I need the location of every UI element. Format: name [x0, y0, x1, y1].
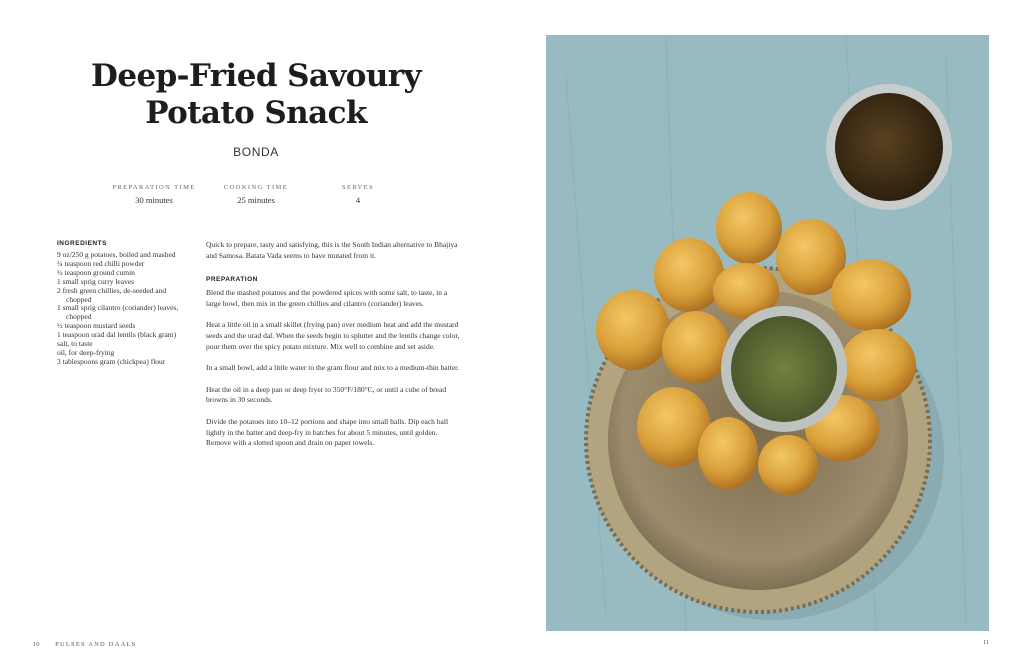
green-chutney — [731, 316, 837, 422]
ingredient-item: ½ teaspoon mustard seeds — [57, 321, 136, 331]
ingredient-item: 2 fresh green chillies, de-seeded and chopped — [57, 285, 167, 304]
ingredients-list — [57, 251, 185, 367]
section-name: PULSES AND DAALS — [55, 641, 137, 648]
method-step: Heat a little oil in a small skillet (frying pan) over medium heat and add the mustard seeds and the urad dal. When the seeds begin to splutter and the lentils change color, pour them over the spicy potato mixture. Mix well to combine and set aside. — [206, 320, 460, 351]
footer-left — [33, 641, 136, 648]
meta-prep-time — [104, 184, 204, 205]
title-line-2: Potato Snack — [145, 95, 367, 131]
fritter — [831, 259, 911, 331]
meta-label: COOKING TIME — [223, 184, 289, 191]
recipe-photo — [546, 35, 989, 631]
ingredient-item: 9 oz/250 g potatoes, boiled and mashed — [57, 250, 176, 259]
bonda-plate-image — [546, 35, 989, 631]
ingredient-item: 3 tablespoons gram (chickpea) flour — [57, 356, 166, 366]
ingredient-item: salt, to taste — [57, 339, 93, 349]
recipe-intro: Quick to prepare, tasty and satisfying, this is the South Indian alternative to Bhajiya and Samosa. Batata Vada seems to have mutated from it. — [206, 240, 458, 260]
method-section — [206, 240, 460, 460]
method-step: Blend the mashed potatoes and the powdered spices with some salt, to taste, in a large bowl, then mix in the green chillies and cilantro (coriander) leaves. — [206, 288, 448, 308]
fritter — [654, 238, 724, 312]
fritter — [698, 417, 758, 489]
meta-value: 4 — [355, 195, 361, 205]
tamarind-chutney — [835, 93, 943, 201]
recipe-title — [40, 58, 472, 132]
fritter — [716, 192, 782, 264]
meta-cook-time — [206, 184, 306, 205]
method-step: In a small bowl, add a little water to the gram flour and mix to a medium-thin batter. — [206, 363, 460, 373]
meta-serves — [308, 184, 408, 205]
meta-label: PREPARATION TIME — [112, 184, 196, 191]
fritter — [840, 329, 916, 401]
fritter-halved — [758, 435, 818, 495]
page-number-right: 11 — [983, 639, 990, 646]
ingredient-item: ½ teaspoon ground cumin — [57, 267, 135, 277]
fritter — [596, 290, 670, 370]
ingredients-section — [57, 240, 185, 367]
meta-value: 30 minutes — [135, 195, 173, 205]
fritter — [662, 311, 730, 383]
ingredient-item: ¼ teaspoon red chilli powder — [57, 258, 145, 268]
meta-label: SERVES — [341, 184, 375, 191]
method-step: Heat the oil in a deep pan or deep fryer to 350°F/180°C, or until a cube of bread browns in 30 seconds. — [206, 384, 447, 405]
recipe-subtitle: BONDA — [233, 145, 279, 159]
ingredient-item: oil, for deep-frying — [57, 347, 115, 357]
title-line-1: Deep-Fried Savoury — [91, 58, 421, 94]
ingredients-heading: INGREDIENTS — [57, 240, 107, 247]
ingredient-item: 1 teaspoon urad dal lentils (black gram) — [57, 330, 177, 340]
ingredient-item: 1 small sprig curry leaves — [57, 276, 135, 286]
preparation-heading: PREPARATION — [206, 276, 258, 284]
page-number-left: 10 — [33, 641, 40, 648]
meta-value: 25 minutes — [237, 195, 275, 205]
ingredient-item: 1 small sprig cilantro (coriander) leaves, chopped — [57, 303, 179, 322]
method-step: Divide the potatoes into 10–12 portions and shape into small balls. Dip each ball lightly in the batter and deep-fry in batches for about 5 minutes, until golden. Remove with a slotted spoon and drain on paper towels. — [206, 416, 449, 448]
